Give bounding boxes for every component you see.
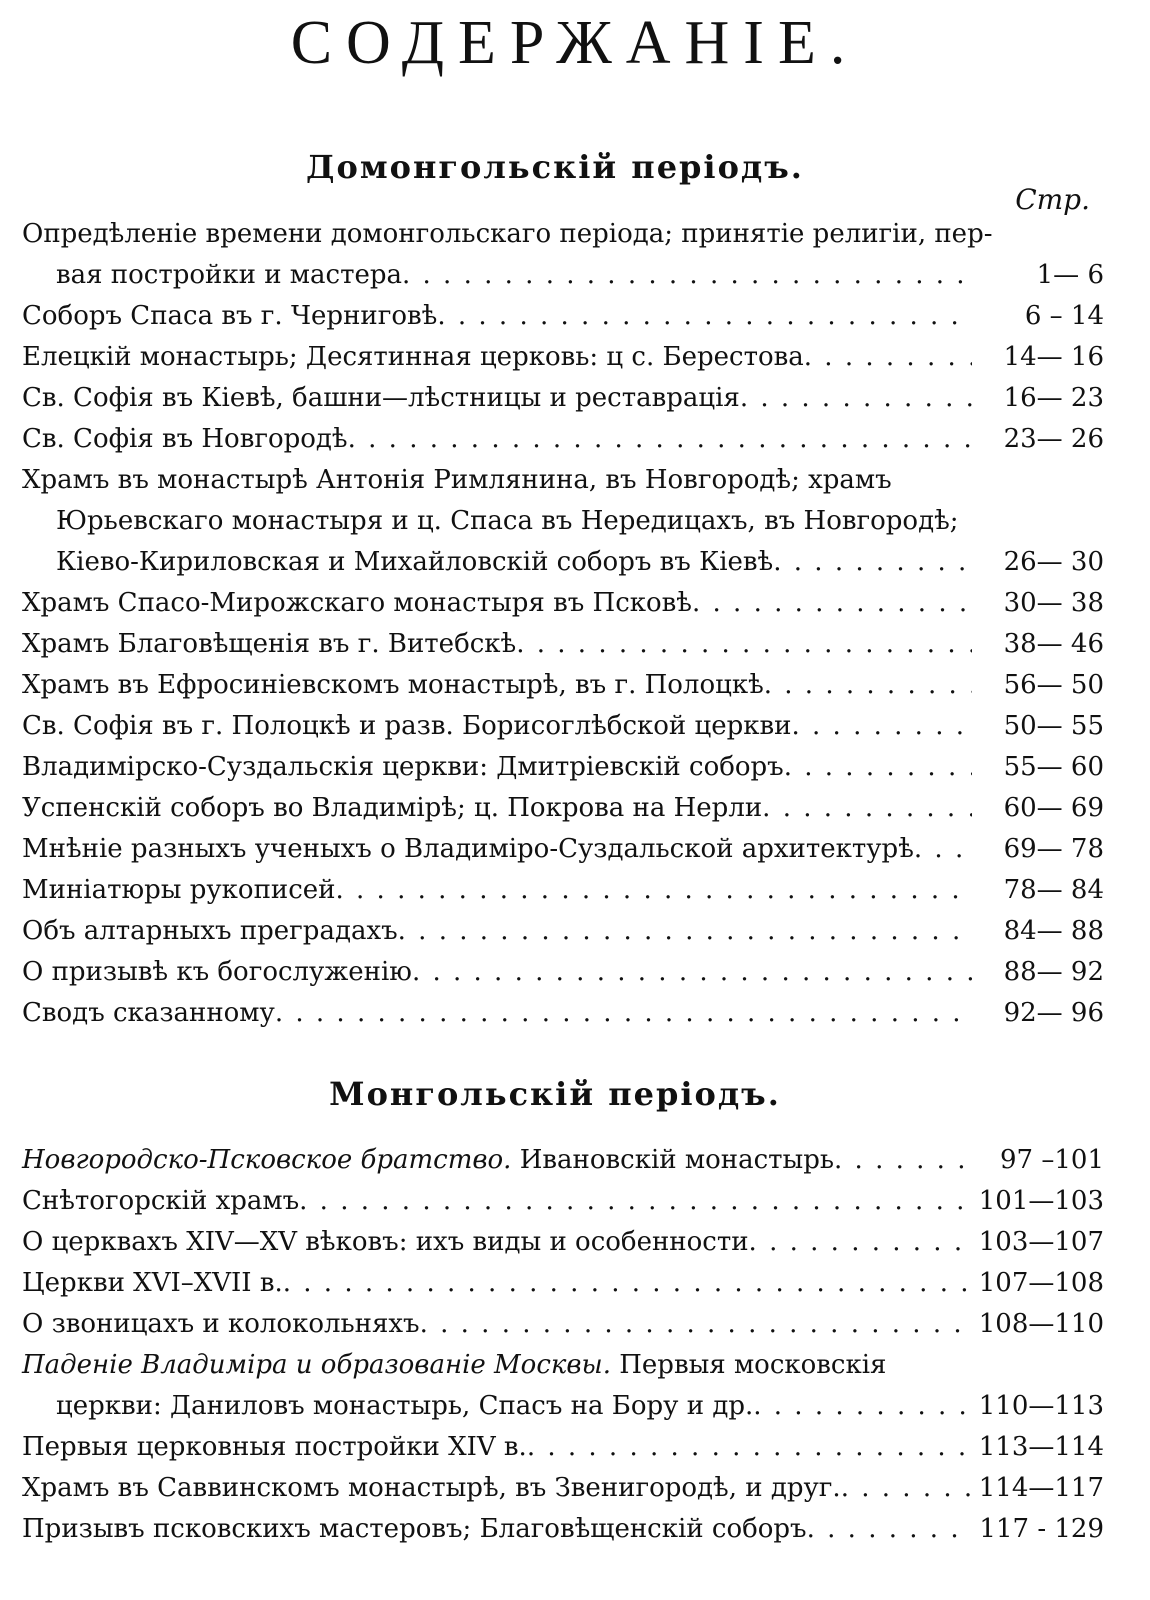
- toc-entry-line: [22, 583, 1104, 624]
- toc-entry-pages: 14— 16: [1003, 342, 1104, 372]
- toc-entry-line: [22, 952, 1104, 993]
- toc-entry-line: [22, 993, 1104, 1034]
- toc-entry-pages: 6 – 14: [1024, 301, 1104, 331]
- toc-entry: [22, 624, 1104, 665]
- toc-entry: [22, 747, 1104, 788]
- toc-entry-line: [22, 624, 1104, 665]
- section-heading-premongol: Домонгольскій періодъ.: [306, 148, 804, 186]
- toc-entry: [22, 1140, 1104, 1181]
- toc-entry: [22, 214, 1104, 296]
- toc-entry-pages: 101—103: [978, 1186, 1104, 1216]
- dot-leader: [764, 665, 972, 706]
- toc-entry-text: Храмъ въ Ефросиніевскомъ монастырѣ, въ г. Полоцкѣ: [22, 670, 764, 700]
- toc-entry-line: [22, 214, 1104, 255]
- toc-entry: [22, 296, 1104, 337]
- dot-leader: [420, 1304, 972, 1345]
- toc-entry-text: Призывъ псковскихъ мастеровъ; Благовѣщенскій соборъ: [22, 1514, 807, 1544]
- toc-entry-text: О церквахъ XIV—XV вѣковъ: ихъ виды и особенности: [22, 1227, 749, 1257]
- toc-entry-text: Храмъ въ монастырѣ Антонія Римлянина, въ Новгородѣ; храмъ: [22, 465, 892, 495]
- toc-entry: [22, 1345, 1104, 1427]
- toc-entry-pages: 113—114: [978, 1432, 1104, 1462]
- toc-entry-text: Снѣтогорскій храмъ: [22, 1186, 300, 1216]
- toc-entry: [22, 1222, 1104, 1263]
- toc-entry: [22, 911, 1104, 952]
- toc-entry-line: [22, 788, 1104, 829]
- toc-entry-text: Кіево-Кириловская и Михайловскій соборъ въ Кіевѣ: [56, 547, 774, 577]
- dot-leader: [437, 296, 972, 337]
- toc-entry-text: Храмъ въ Саввинскомъ монастырѣ, въ Звенигородѣ, и друг.: [22, 1473, 841, 1503]
- toc-entry: [22, 1181, 1104, 1222]
- toc-entry-pages: 88— 92: [1003, 957, 1104, 987]
- toc-entry-text: Владимірско-Суздальскія церкви: Дмитріевскій соборъ: [22, 752, 784, 782]
- toc-entry-text: Ивановскій монастырь: [519, 1145, 835, 1175]
- toc-entry: [22, 788, 1104, 829]
- dot-leader: [762, 788, 972, 829]
- toc-entry-pages: 97 –101: [1000, 1145, 1104, 1175]
- toc-entry-pages: 69— 78: [1003, 834, 1104, 864]
- toc-entry-pages: 38— 46: [1003, 629, 1104, 659]
- toc-entry-text: Успенскій соборъ во Владимірѣ; ц. Покрова на Нерли: [22, 793, 763, 823]
- toc-entry-line: [22, 829, 1104, 870]
- toc-entry: [22, 460, 1104, 583]
- toc-entry-text: Елецкій монастырь; Десятинная церковь: ц с. Берестова: [22, 342, 804, 372]
- toc-entry-line: [22, 1222, 1104, 1263]
- toc-entry-line: [22, 1181, 1104, 1222]
- dot-leader: [402, 255, 972, 296]
- toc-entry: [22, 829, 1104, 870]
- toc-entry-line: [22, 419, 1104, 460]
- toc-entry-line: [22, 665, 1104, 706]
- toc-entry-text: Юрьевскаго монастыря и ц. Спаса въ Нередицахъ, въ Новгородѣ;: [56, 506, 959, 536]
- toc-entry: [22, 1427, 1104, 1468]
- dot-leader: [412, 952, 972, 993]
- toc-entry: [22, 1509, 1104, 1550]
- toc-entry: [22, 665, 1104, 706]
- toc-entry-pages: 78— 84: [1003, 875, 1104, 905]
- dot-leader: [749, 1222, 972, 1263]
- toc-entry-text: Первыя московскія: [619, 1350, 887, 1380]
- dot-leader: [348, 419, 972, 460]
- toc-entry-text: церкви: Даниловъ монастырь, Спасъ на Бору и др.: [56, 1391, 754, 1421]
- dot-leader: [398, 911, 972, 952]
- toc-entry-text: Соборъ Спаса въ г. Черниговѣ: [22, 301, 438, 331]
- toc-entry-pages: 117 - 129: [979, 1514, 1104, 1544]
- toc-entry-text: Сводъ сказанному: [22, 998, 275, 1028]
- toc-entry-pages: 30— 38: [1003, 588, 1104, 618]
- toc-entry-text: Миніатюры рукописей: [22, 875, 336, 905]
- toc-entry: [22, 1263, 1104, 1304]
- dot-leader: [841, 1468, 972, 1509]
- toc-entry-line: [22, 460, 1104, 501]
- toc-entry-line: [22, 1140, 1104, 1181]
- toc-entry-line: [22, 1509, 1104, 1550]
- toc-entry-text: Мнѣніе разныхъ ученыхъ о Владиміро-Суздальской архитектурѣ: [22, 834, 914, 864]
- toc-entry: [22, 419, 1104, 460]
- toc-entry-line: [22, 870, 1104, 911]
- toc-entry-line: [22, 501, 1104, 542]
- dot-leader: [807, 1509, 972, 1550]
- dot-leader: [527, 1427, 972, 1468]
- toc-entry-line: [22, 255, 1104, 296]
- dot-leader: [914, 829, 972, 870]
- toc-entry-pages: 56— 50: [1003, 670, 1104, 700]
- toc-list-mongol: [22, 1140, 1104, 1550]
- toc-entry: [22, 952, 1104, 993]
- toc-entry: [22, 1304, 1104, 1345]
- toc-entry-line: [22, 1468, 1104, 1509]
- toc-entry-text: Св. Софія въ Кіевѣ, башни—лѣстницы и реставрація: [22, 383, 740, 413]
- toc-entry-pages: 50— 55: [1003, 711, 1104, 741]
- toc-entry-text: Опредѣленіе времени домонгольскаго періода; принятіе религіи, пер-: [22, 219, 993, 249]
- toc-entry-line: [22, 296, 1104, 337]
- toc-entry-line: [22, 337, 1104, 378]
- toc-entry-text: Церкви XVI–XVII в.: [22, 1268, 283, 1298]
- toc-entry-line: [22, 747, 1104, 788]
- toc-entry-line: [22, 911, 1104, 952]
- dot-leader: [791, 706, 972, 747]
- toc-entry-text: О призывѣ къ богослуженію: [22, 957, 412, 987]
- toc-list-premongol: [22, 214, 1104, 1034]
- toc-entry-pages: 103—107: [978, 1227, 1104, 1257]
- dot-leader: [692, 583, 972, 624]
- toc-entry-pages: 114—117: [978, 1473, 1104, 1503]
- toc-entry-text: Первыя церковныя постройки XIV в.: [22, 1432, 527, 1462]
- toc-entry-line: [22, 1427, 1104, 1468]
- dot-leader: [753, 1386, 972, 1427]
- toc-entry-pages: 92— 96: [1003, 998, 1104, 1028]
- page-column-label: Стр.: [1015, 183, 1090, 216]
- section-heading-mongol: Монгольскій періодъ.: [329, 1075, 781, 1113]
- toc-entry: [22, 337, 1104, 378]
- toc-entry-pages: 23— 26: [1003, 424, 1104, 454]
- toc-entry-text: О звоницахъ и колокольняхъ: [22, 1309, 420, 1339]
- toc-entry: [22, 1468, 1104, 1509]
- toc-entry-line: [22, 1345, 1104, 1386]
- toc-entry-pages: 60— 69: [1003, 793, 1104, 823]
- toc-entry-text: Св. Софія въ Новгородѣ: [22, 424, 348, 454]
- toc-entry-line: [22, 1263, 1104, 1304]
- toc-entry: [22, 993, 1104, 1034]
- toc-entry-pages: 1— 6: [1036, 260, 1104, 290]
- toc-entry-pages: 55— 60: [1003, 752, 1104, 782]
- dot-leader: [773, 542, 972, 583]
- toc-entry-pages: 16— 23: [1003, 383, 1104, 413]
- toc-entry: [22, 583, 1104, 624]
- dot-leader: [834, 1140, 972, 1181]
- toc-entry-text: Храмъ Благовѣщенія въ г. Витебскѣ: [22, 629, 517, 659]
- toc-entry-text: Объ алтарныхъ преградахъ: [22, 916, 398, 946]
- dot-leader: [336, 870, 973, 911]
- dot-leader: [804, 337, 972, 378]
- toc-entry-line: [22, 378, 1104, 419]
- toc-entry-pages: 108—110: [978, 1309, 1104, 1339]
- dot-leader: [283, 1263, 972, 1304]
- dot-leader: [740, 378, 972, 419]
- toc-entry: [22, 378, 1104, 419]
- dot-leader: [299, 1181, 972, 1222]
- toc-entry-text: Св. Софія въ г. Полоцкѣ и разв. Борисоглѣбской церкви: [22, 711, 792, 741]
- toc-entry-pages: 26— 30: [1003, 547, 1104, 577]
- toc-entry-line: [22, 1386, 1104, 1427]
- toc-entry-italic-heading: Паденіе Владиміра и образованіе Москвы.: [22, 1350, 611, 1380]
- toc-entry-line: [22, 1304, 1104, 1345]
- toc-entry-pages: 107—108: [978, 1268, 1104, 1298]
- toc-entry-text: вая постройки и мастера: [56, 260, 402, 290]
- toc-entry-pages: 84— 88: [1003, 916, 1104, 946]
- toc-entry-line: [22, 542, 1104, 583]
- dot-leader: [784, 747, 972, 788]
- toc-entry: [22, 870, 1104, 911]
- page-title: СОДЕРЖАНІЕ.: [290, 9, 860, 77]
- dot-leader: [275, 993, 972, 1034]
- toc-entry-line: [22, 706, 1104, 747]
- toc-entry-italic-heading: Новгородско-Псковское братство.: [22, 1145, 512, 1175]
- toc-entry: [22, 706, 1104, 747]
- dot-leader: [516, 624, 972, 665]
- toc-entry-pages: 110—113: [978, 1391, 1104, 1421]
- toc-entry-text: Храмъ Спасо-Мирожскаго монастыря въ Псковѣ: [22, 588, 692, 618]
